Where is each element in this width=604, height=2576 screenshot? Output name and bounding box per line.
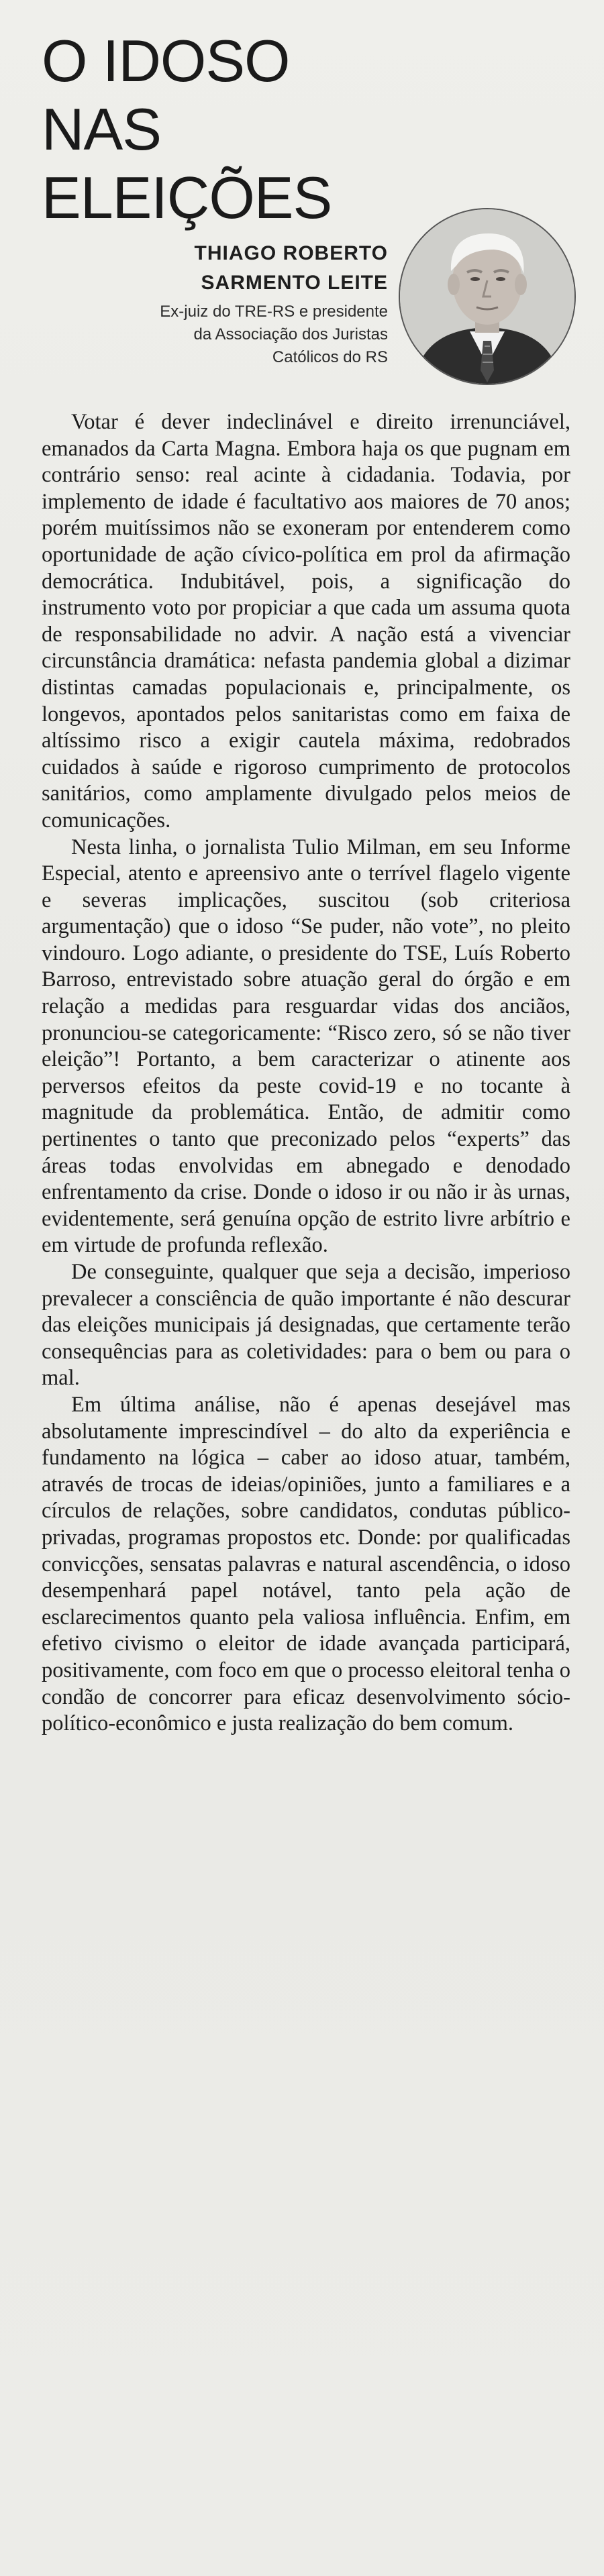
article-title-line-1: O IDOSO: [42, 28, 290, 94]
author-portrait: [399, 208, 576, 385]
author-name-line-2: SARMENTO LEITE: [201, 272, 388, 294]
author-bio: [146, 301, 388, 369]
author-name: [195, 239, 388, 298]
article-title: [42, 27, 417, 232]
article-title-line-2: NAS ELEIÇÕES: [42, 96, 332, 231]
article-paragraph-1: Votar é dever indeclinável e direito irrenunciável, emanados da Carta Magna. Embora haja os que pugnam em contrário senso: real acinte à cidadania. Todavia, por implemento de idade é facultativo aos maiores de 70 anos; porém muitíssimos não se exoneram por entenderem como oportunidade de ação cívico-política em prol da afirmação democrática. Indubitável, pois, a significação do instrumento voto por propiciar a que cada um assuma quota de responsabilidade no advir. A nação está a vivenciar circunstância dramática: nefasta pandemia global a dizimar distintas camadas populacionais e, principalmente, os longevos, apontados pelos sanitaristas como em faixa de altíssimo risco a exigir cautela máxima, redobrados cuidados à saúde e rigoroso cumprimento de protocolos sanitários, como amplamente divulgado pelos meios de comunicações.: [42, 410, 570, 833]
author-bio-line-1: Ex-juiz do TRE-RS e presidente: [160, 303, 388, 321]
author-bio-line-3: Católicos do RS: [272, 348, 388, 366]
author-name-line-1: THIAGO ROBERTO: [194, 242, 388, 264]
article-paragraph-2: Nesta linha, o jornalista Tulio Milman, em seu Informe Especial, atento e apreensivo ante o terrível flagelo vigente e severas implicações, suscitou (sob criteriosa argumentação) que o idoso “Se puder, não vote”, no pleito vindouro. Logo adiante, o presidente do TSE, Luís Roberto Barroso, entrevistado sobre atuação geral do órgão e em relação a medidas para resguardar vidas dos anciãos, pronunciou-se categoricamente: “Risco zero, só se não tiver eleição”! Portanto, a bem caracterizar o atinente aos perversos efeitos da peste covid-19 e no tocante à magnitude da problemática. Então, de admitir como pertinentes o tanto que preconizado pelos “experts” das áreas todas envolvidas em abnegado e denodado enfrentamento da crise. Donde o idoso ir ou não ir às urnas, evidentemente, será genuína opção de estrito livre arbítrio e em virtude de profunda reflexão.: [42, 835, 570, 1258]
article-body: [42, 409, 570, 1737]
article-paragraph-3: De conseguinte, qualquer que seja a decisão, imperioso prevalecer a consciência de quão importante é não descurar das eleições municipais já designadas, que certamente terão consequências para as coletividades: para o bem ou para o mal.: [42, 1260, 570, 1391]
article-paragraph-4: Em última análise, não é apenas desejável mas absolutamente imprescindível – do alto da experiência e fundamento na lógica – caber ao idoso atuar, também, através de trocas de ideias/opiniões, junto a familiares e a círculos de relações, sobre candidatos, condutas público-privadas, programas propostos etc. Donde: por qualificadas convicções, sensatas palavras e natural ascendência, o idoso desempenhará papel notável, tanto pela ação de esclarecimentos quanto pela valiosa influência. Enfim, em efetivo civismo o eleitor de idade avançada participará, positivamente, com foco em que o processo eleitoral tenha o condão de concorrer para eficaz desenvolvimento sócio-político-econômico e justa realização do bem comum.: [42, 1392, 570, 1736]
author-portrait-illustration: [400, 209, 574, 384]
author-bio-line-2: da Associação dos Juristas: [193, 325, 388, 343]
